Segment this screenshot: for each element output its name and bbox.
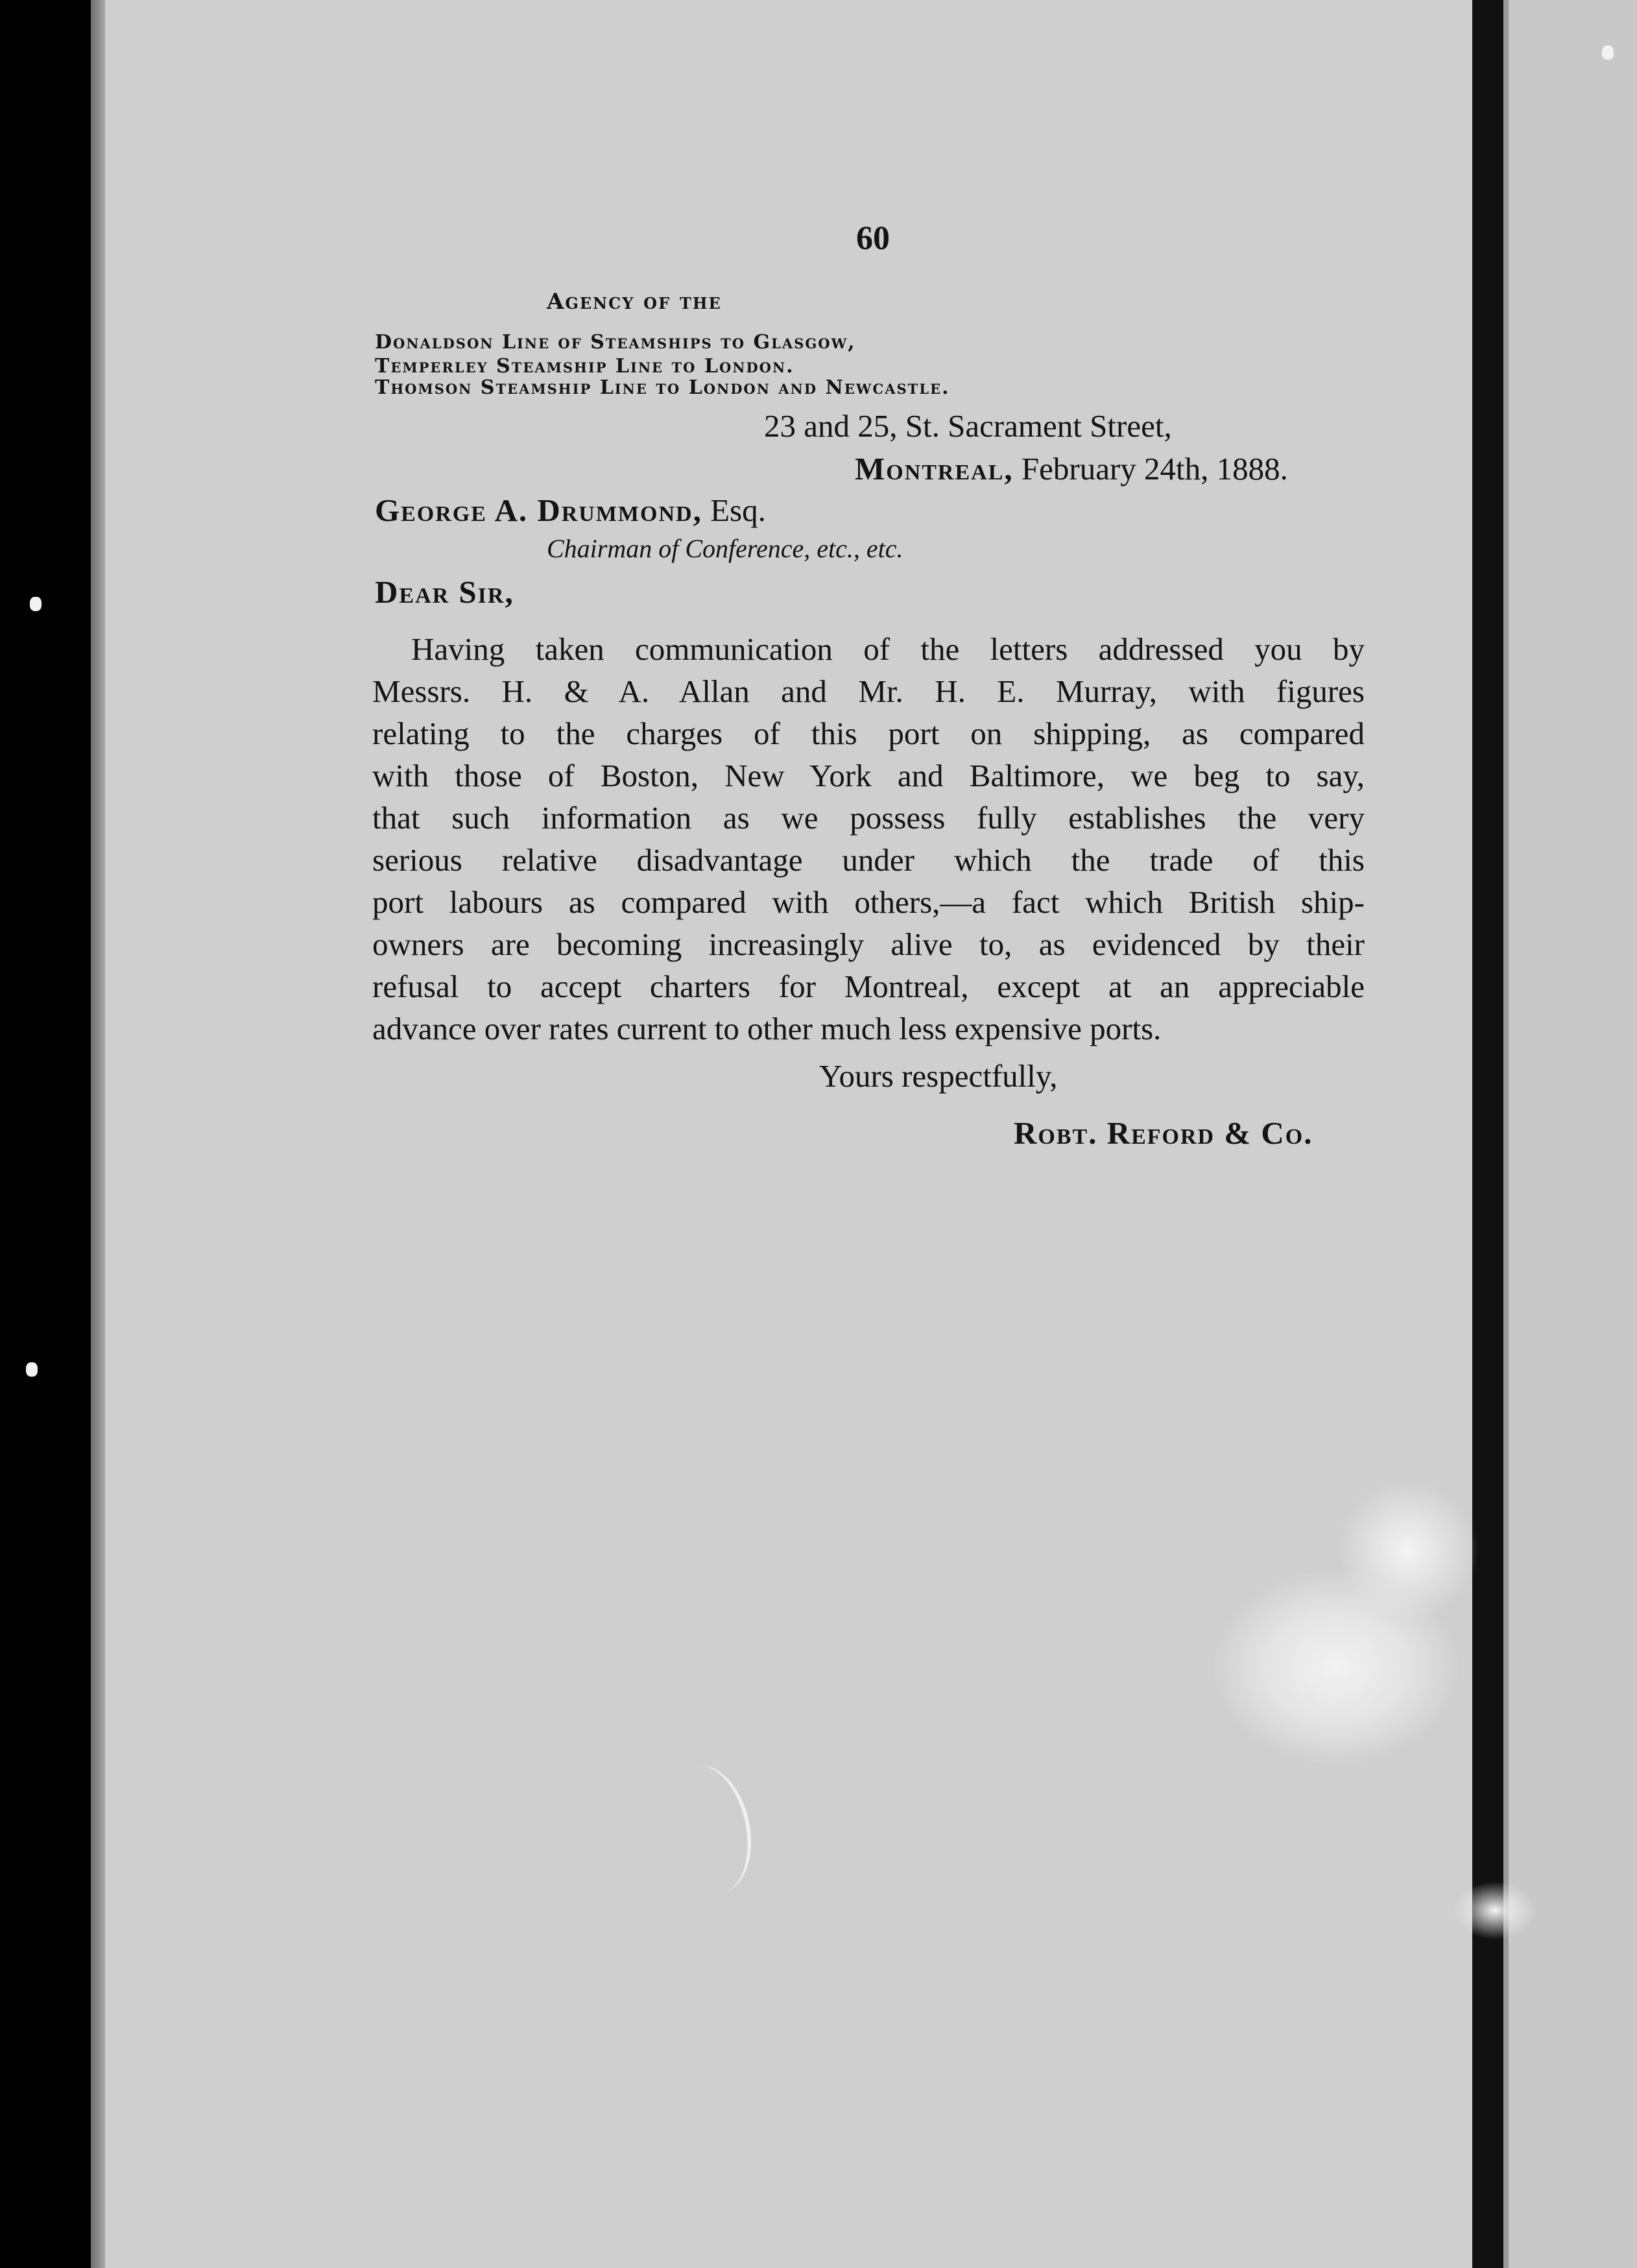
page-number: 60 — [856, 220, 890, 257]
body-line: port labours as compared with others,—a fact which British ship- — [372, 884, 1365, 920]
city-date — [855, 450, 1288, 487]
closing: Yours respectfully, — [819, 1058, 1058, 1094]
body-line: advance over rates current to other much less expensive ports. — [372, 1011, 1162, 1046]
letter-date: February 24th, 1888. — [1013, 451, 1288, 487]
body-line: owners are becoming increasingly alive to, as evidenced by their — [372, 926, 1365, 962]
letterhead-line: Temperley Steamship Line to London. — [375, 355, 795, 378]
letterhead-line: Donaldson Line of Steamships to Glasgow, — [375, 331, 856, 354]
body-line: that such information as we possess fully establishes the very — [372, 800, 1365, 836]
scan-blemish — [1453, 1881, 1537, 1940]
signature: Robt. Reford & Co. — [1014, 1115, 1313, 1151]
recipient — [375, 492, 766, 529]
body-line: Messrs. H. & A. Allan and Mr. H. E. Murray, with figures — [372, 673, 1365, 709]
recipient-suffix: Esq. — [702, 492, 766, 528]
body-line: relating to the charges of this port on shipping, as compared — [372, 716, 1365, 751]
scan-speck — [1602, 45, 1614, 60]
body-line: refusal to accept charters for Montreal, except at an appreciable — [372, 969, 1365, 1004]
scan-speck — [26, 1362, 38, 1377]
body-line: with those of Boston, New York and Baltimore, we beg to say, — [372, 758, 1365, 793]
body-line: serious relative disadvantage under which the trade of this — [372, 842, 1365, 878]
letterhead-agency: Agency of the — [547, 289, 722, 315]
scan-speck — [30, 597, 42, 611]
letter-body — [372, 628, 1365, 1050]
salutation: Dear Sir, — [375, 574, 514, 610]
body-line: Having taken communication of the letters addressed you by — [411, 631, 1365, 667]
recipient-name: George A. Drummond, — [375, 492, 702, 528]
scan-blemish — [1336, 1479, 1479, 1622]
city: Montreal, — [855, 451, 1014, 487]
street-address: 23 and 25, St. Sacrament Street, — [764, 408, 1172, 444]
page-binding-edge — [91, 0, 105, 2268]
letterhead-line: Thomson Steamship Line to London and Newcastle. — [375, 376, 950, 399]
recipient-title: Chairman of Conference, etc., etc. — [547, 534, 903, 563]
